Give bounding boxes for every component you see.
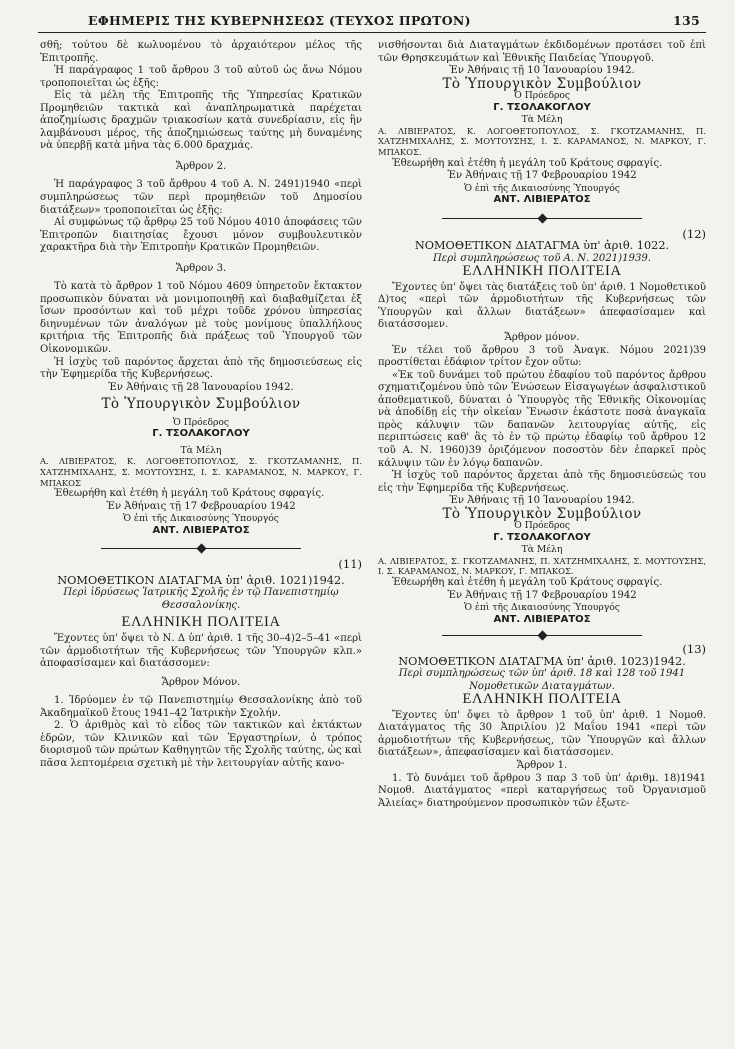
- article-heading: Ἄρθρον μόνον.: [504, 332, 580, 344]
- paragraph: Ἡ παράγραφος 3 τοῦ ἄρθρου 4 τοῦ Α. Ν. 2491)1940 «περὶ συμπληρώσεως τῶν περὶ προμηθειῶν τοῦ Δημοσίου διατάξεων» τροποποιεῖται ὡς ἑξῆς:: [40, 179, 362, 216]
- paragraph: Τὸ κατὰ τὸ ἄρθρον 1 τοῦ Νόμου 4609 ὑπηρετοῦν ἔκτακτον προσωπικὸν δύναται νὰ μονιμοποιηθῇ καὶ διαβαθμίζεται ἐξ ἴσων προσόντων καὶ τοῦ μέχρι τοῦδε χρόνου ὑπηρεσίας διηνυμένων τῶν ἀναλόγων μὲ τοὺς μονίμους ὑπαλλήλους κριτήρια τῆς Ἐπιτροπῆς διὰ πράξεως τοῦ Ὑπουργοῦ τῶν Οἰκονομικῶν.: [40, 281, 362, 356]
- section-separator: [442, 630, 642, 641]
- paragraph: σθῆ; τούτου δὲ κωλυομένου τὸ ἀρχαιότερον μέλος τῆς Ἐπιτροπῆς.: [40, 40, 362, 64]
- council-heading: Τὸ Ὑπουργικὸν Συμβούλιον: [442, 75, 642, 92]
- article-heading: Ἄρθρον 1.: [516, 760, 568, 772]
- date-line: Ἐν Ἀθήναις τῇ 10 Ἰανουαρίου 1942.: [449, 65, 635, 77]
- decree-number: (12): [682, 226, 706, 241]
- paragraph: Ἔχοντες ὑπ' ὄψει τὰς διατάξεις τοῦ ὑπ' ἀριθ. 1 Νομοθετικοῦ Δ)τος «περὶ τῶν ἁρμοδιοτήτων τῆς Κυβερνήσεως τῶν Ὑπουργῶν καὶ ἄλλων διατάξεων» ἀπεφασίσαμεν καὶ διατάσσομεν.: [378, 281, 706, 331]
- decree-number: (11): [338, 557, 362, 572]
- president-label: Ὁ Πρόεδρος: [513, 520, 571, 532]
- council-heading: Τὸ Ὑπουργικὸν Συμβούλιον: [442, 505, 642, 522]
- left-column: [40, 40, 362, 770]
- decree-title: ΝΟΜΟΘΕΤΙΚΟΝ ΔΙΑΤΑΓΜΑ ὑπ' ἀριθ. 1023)1942.: [398, 654, 686, 668]
- state-heading: ΕΛΛΗΝΙΚΗ ΠΟΛΙΤΕΙΑ: [121, 614, 281, 631]
- state-heading: ΕΛΛΗΝΙΚΗ ΠΟΛΙΤΕΙΑ: [462, 691, 622, 708]
- page-number: 135: [673, 13, 700, 28]
- page-header: [38, 13, 706, 31]
- paragraph: 2. Ὁ ἀριθμὸς καὶ τὸ εἶδος τῶν τακτικῶν καὶ ἐκτάκτων ἑδρῶν, τῶν Κλινικῶν καὶ τῶν Ἐργαστηρίων, ὁ τρόπος διορισμοῦ τῶν πρώτων Καθηγητῶν τῆς Σχολῆς ταύτης, ὡς καὶ πᾶσα λεπτομέρεια σχετικὴ μὲ τὴν λειτουργίαν αὐτῆς κανο-: [40, 720, 362, 769]
- minister-name: ΑΝΤ. ΛΙΒΙΕΡΑΤΟΣ: [493, 194, 591, 206]
- members-list: Α. ΛΙΒΙΕΡΑΤΟΣ, Κ. ΛΟΓΟΘΕΤΟΠΟΥΛΟΣ, Σ. ΓΚΟΤΖΑΜΑΝΗΣ, Π. ΧΑΤΖΗΜΙΧΑΛΗΣ, Σ. ΜΟΥΤΟΥΣΗΣ, Ι. Σ. ΚΑΡΑΜΑΝΟΣ, Ν. ΜΑΡΚΟΥ, Γ. ΜΠΑΚΟΣ.: [378, 125, 706, 157]
- paragraph: Εἰς τὰ μέλη τῆς Ἐπιτροπῆς τῆς Ὑπηρεσίας Κρατικῶν Προμηθειῶν τακτικὰ καὶ ἀναπληρωματικὰ παρέχεται ἀποζημίωσις δραχμῶν τριακοσίων κατὰ συνεδρίασιν, εἰς ἣν λαμβάνουσι μέρος, τῆς ἀποζημιώσεως ταύτης μὴ δυναμένης νὰ ὑπερβῇ κατὰ μῆνα τὰς 6.000 δραχμάς.: [40, 90, 362, 152]
- decree-subject: Περὶ συμπληρώσεως τῶν ὑπ' ἀριθ. 18 καὶ 128 τοῦ 1941 Νομοθετικῶν Διαταγμάτων.: [398, 668, 686, 692]
- decree-number: (13): [682, 642, 706, 657]
- date-line: Ἐν Ἀθήναις τῇ 17 Φεβρουαρίου 1942: [447, 170, 637, 182]
- paragraph: 1. Τὸ δυνάμει τοῦ ἄρθρου 3 παρ 3 τοῦ ὑπ' ἀριθμ. 18)1941 Νομοθ. Διατάγματος «περὶ καταργήσεως τοῦ Ὀργανισμοῦ Ἀλιείας» διατηρούμενον προσωπικὸν τῶν ἐξωτε-: [378, 772, 706, 809]
- date-line: Ἐν Ἀθήναις τῇ 17 Φεβρουαρίου 1942: [106, 500, 296, 512]
- gazette-title: ΕΦΗΜΕΡΙΣ ΤΗΣ ΚΥΒΕΡΝΗΣΕΩΣ (ΤΕΥΧΟΣ ΠΡΩΤΟΝ): [88, 13, 471, 28]
- paragraph: Ἔχοντες ὑπ' ὄψει τὸ Ν. Δ ὑπ' ἀριθ. 1 τῆς 30–4)2–5–41 «περὶ τῶν ἁρμοδιοτήτων τῆς Κυβερνήσεως τῶν Ὑπουργῶν κλπ.» ἀποφασίσαμεν καὶ διατάσσομεν:: [40, 632, 362, 670]
- decree-title: ΝΟΜΟΘΕΤΙΚΟΝ ΔΙΑΤΑΓΜΑ ὑπ' ἀριθ. 1021)1942.: [57, 573, 345, 587]
- decree-subject: Περὶ συμπληρώσεως τοῦ Α. Ν. 2021)1939.: [432, 252, 652, 264]
- members-label: Τὰ Μέλη: [521, 544, 563, 556]
- section-separator: [101, 543, 301, 554]
- president-name: Γ. ΤΣΟΛΑΚΟΓΛΟΥ: [493, 531, 591, 543]
- president-name: Γ. ΤΣΟΛΑΚΟΓΛΟΥ: [493, 101, 591, 113]
- minister-name: ΑΝΤ. ΛΙΒΙΕΡΑΤΟΣ: [152, 524, 250, 536]
- seal-line: Ἐθεωρήθη καὶ ἐτέθη ἡ μεγάλη τοῦ Κράτους σφραγίς.: [54, 488, 325, 500]
- article-heading: Ἄρθρον Μόνον.: [161, 676, 241, 688]
- decree-title: ΝΟΜΟΘΕΤΙΚΟΝ ΔΙΑΤΑΓΜΑ ὑπ' ἀριθ. 1022.: [414, 239, 670, 253]
- state-heading: ΕΛΛΗΝΙΚΗ ΠΟΛΙΤΕΙΑ: [462, 263, 622, 280]
- paragraph: «Ἐκ τοῦ δυνάμει τοῦ πρώτου ἐδαφίου τοῦ παρόντος ἄρθρου σχηματιζομένου ὑπὸ τῶν Ἑνώσεων Εἰσαγωγέων ἀσφαλιστικοῦ ἀποθεματικοῦ, δύναται ὁ Ὑπουργὸς τῆς Ἐθνικῆς Οἰκονομίας νὰ ἀποδίδῃ εἰς τὴν οἰκείαν Ἕνωσιν ἑκάστοτε ποσὰ ἀναγκαῖα πρὸς κάλυψιν τῶν δαπανῶν λειτουργίας αὐτῆς, εἰς περιπτώσεις καθ' ἃς τὸ ἐν τῷ πρώτῳ ἐδαφίῳ τοῦ ἄρθρου 12 τοῦ Α. Ν. 1960)39 ὁριζόμενον ποσοστὸν δὲν ἐπαρκεῖ πρὸς κάλυψιν τῶν ἐν λόγῳ δαπανῶν.: [378, 369, 706, 469]
- decree-subject: Περὶ ἱδρύσεως Ἰατρικῆς Σχολῆς ἐν τῷ Πανεπιστημίῳ Θεσσαλονίκης.: [63, 587, 339, 611]
- article-heading: Ἄρθρον 2.: [175, 160, 227, 172]
- members-label: Τὰ Μέλη: [180, 444, 222, 456]
- justice-minister-label: Ὁ ἐπὶ τῆς Δικαιοσύνης Ὑπουργός: [464, 182, 620, 194]
- article-heading: Ἄρθρον 3.: [175, 262, 227, 274]
- section-separator: [442, 213, 642, 224]
- members-label: Τὰ Μέλη: [521, 114, 563, 126]
- seal-line: Ἐθεωρήθη καὶ ἐτέθη ἡ μεγάλη τοῦ Κράτους σφραγίς.: [392, 157, 663, 169]
- paragraph: Ἡ ἰσχὺς τοῦ παρόντος ἄρχεται ἀπὸ τῆς δημοσιεύσεώς του εἰς τὴν Ἐφημερίδα τῆς Κυβερνήσεως.: [378, 470, 706, 494]
- minister-name: ΑΝΤ. ΛΙΒΙΕΡΑΤΟΣ: [493, 613, 591, 625]
- paragraph: 1. Ἱδρύομεν ἐν τῷ Πανεπιστημίῳ Θεσσαλονίκης ἀπὸ τοῦ Ἀκαδημαϊκοῦ ἔτους 1941–42 Ἰατρικὴν Σχολήν.: [40, 695, 362, 719]
- members-list: Α. ΛΙΒΙΕΡΑΤΟΣ, Σ. ΓΚΟΤΖΑΜΑΝΗΣ, Π. ΧΑΤΖΗΜΙΧΑΛΗΣ, Σ. ΜΟΥΤΟΥΣΗΣ, Ι. Σ. ΚΑΡΑΜΑΝΟΣ, Ν. ΜΑΡΚΟΥ, Γ. ΜΠΑΚΟΣ.: [378, 555, 706, 577]
- justice-minister-label: Ὁ ἐπὶ τῆς Δικαιοσύνης Ὑπουργός: [123, 513, 279, 525]
- paragraph: Ἐν τέλει τοῦ ἄρθρου 3 τοῦ Ἀναγκ. Νόμου 2021)39 προστίθεται ἐδάφιον τρίτον ἔχον οὕτω:: [378, 344, 706, 369]
- justice-minister-label: Ὁ ἐπὶ τῆς Δικαιοσύνης Ὑπουργός: [464, 602, 620, 614]
- paragraph: Ἡ ἰσχὺς τοῦ παρόντος ἄρχεται ἀπὸ τῆς δημοσιεύσεως εἰς τὴν Ἐφημερίδα τῆς Κυβερνήσεως.: [40, 356, 362, 381]
- president-label: Ὁ Πρόεδρος: [172, 416, 230, 428]
- paragraph: Ἔχοντες ὑπ' ὄψει τὸ ἄρθρον 1 τοῦ ὑπ' ἀριθ. 1 Νομοθ. Διατάγματος τῆς 30 Ἀπριλίου )2 Μαΐου 1941 «περὶ τῶν ἁρμοδιοτήτων τῆς Κυβερνήσεως, τῶν Ὑπουργῶν καὶ ἄλλων διατάξεων», ἀπεφασίσαμεν καὶ διατάσσομεν.: [378, 709, 706, 759]
- paragraph: νισθήσονται διὰ Διαταγμάτων ἐκδιδομένων προτάσει τοῦ ἐπὶ τῶν Θρησκευμάτων καὶ Ἐθνικῆς Παιδείας Ὑπουργοῦ.: [378, 40, 706, 64]
- seal-line: Ἐθεωρήθη καὶ ἐτέθη ἡ μεγάλη τοῦ Κράτους σφραγίς.: [392, 576, 663, 588]
- president-label: Ὁ Πρόεδρος: [513, 90, 571, 102]
- members-list: Α. ΛΙΒΙΕΡΑΤΟΣ, Κ. ΛΟΓΟΘΕΤΟΠΟΥΛΟΣ, Σ. ΓΚΟΤΖΑΜΑΝΗΣ, Π. ΧΑΤΖΗΜΙΧΑΛΗΣ, Σ. ΜΟΥΤΟΥΣΗΣ, Ι. Σ. ΚΑΡΑΜΑΝΟΣ, Ν. ΜΑΡΚΟΥ, Γ. ΜΠΑΚΟΣ: [40, 456, 362, 488]
- paragraph: Ἡ παράγραφος 1 τοῦ ἄρθρου 3 τοῦ αὐτοῦ ὡς ἄνω Νόμου τροποποιεῖται ὡς ἑξῆς:: [40, 65, 362, 89]
- president-name: Γ. ΤΣΟΛΑΚΟΓΛΟΥ: [152, 428, 250, 440]
- date-line: Ἐν Ἀθήναις τῇ 17 Φεβρουαρίου 1942: [447, 589, 637, 601]
- paragraph: Αἱ συμφώνως τῷ ἄρθρῳ 25 τοῦ Νόμου 4010 ἀποφάσεις τῶν Ἐπιτροπῶν διαιτησίας ἔχουσι μόνον συμβουλευτικὸν χαρακτῆρα διὰ τὴν Ἐπιτροπὴν Κρατικῶν Προμηθειῶν.: [40, 217, 362, 254]
- council-heading: Τὸ Ὑπουργικὸν Συμβούλιον: [101, 396, 301, 413]
- right-column: [378, 40, 706, 810]
- date-line: Ἐν Ἀθήναις τῇ 10 Ἰανουαρίου 1942.: [449, 495, 635, 507]
- date-line: Ἐν Ἀθήναις τῇ 28 Ἰανουαρίου 1942.: [108, 381, 294, 393]
- header-rule: [38, 32, 706, 33]
